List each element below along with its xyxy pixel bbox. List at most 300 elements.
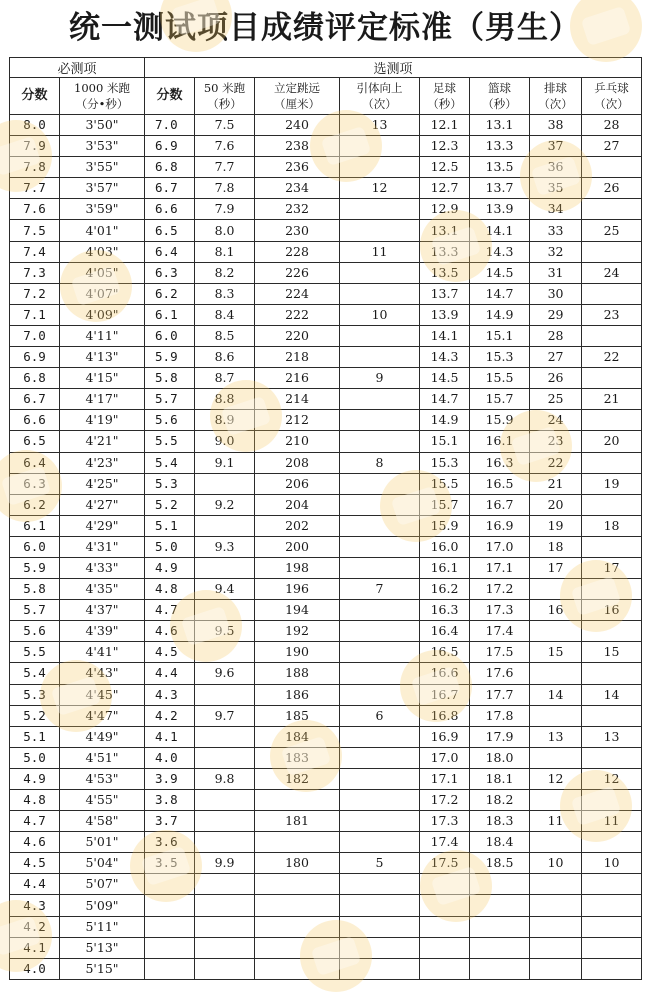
table-row xyxy=(10,389,642,410)
volleyball-cell xyxy=(530,747,582,768)
basketball-cell: 18.4 xyxy=(470,832,530,853)
table-row xyxy=(10,368,642,389)
volleyball-cell: 11 xyxy=(530,811,582,832)
score-cell: 4.7 xyxy=(10,811,60,832)
run50-cell xyxy=(195,832,255,853)
pingpong-cell xyxy=(582,705,642,726)
pingpong-cell xyxy=(582,747,642,768)
elective-score-cell: 6.0 xyxy=(145,325,195,346)
football-cell: 16.5 xyxy=(420,642,470,663)
basketball-cell: 14.7 xyxy=(470,283,530,304)
pullup-cell xyxy=(340,389,420,410)
volleyball-cell xyxy=(530,895,582,916)
long-jump-cell: 228 xyxy=(255,241,340,262)
score-cell: 6.2 xyxy=(10,494,60,515)
elective-score-cell: 4.5 xyxy=(145,642,195,663)
run1000-cell: 5'07" xyxy=(60,874,145,895)
elective-score-cell: 3.9 xyxy=(145,768,195,789)
basketball-cell: 13.3 xyxy=(470,136,530,157)
pingpong-cell xyxy=(582,916,642,937)
pullup-cell xyxy=(340,832,420,853)
pullup-cell xyxy=(340,790,420,811)
volleyball-cell: 35 xyxy=(530,178,582,199)
score-cell: 4.0 xyxy=(10,958,60,979)
elective-score-cell: 5.8 xyxy=(145,368,195,389)
score-cell: 6.5 xyxy=(10,431,60,452)
volleyball-cell: 28 xyxy=(530,325,582,346)
score-cell: 7.1 xyxy=(10,304,60,325)
elective-score-cell: 7.0 xyxy=(145,115,195,136)
run1000-cell: 4'27" xyxy=(60,494,145,515)
elective-score-cell xyxy=(145,958,195,979)
pingpong-cell xyxy=(582,895,642,916)
pingpong-cell: 13 xyxy=(582,726,642,747)
run50-cell xyxy=(195,642,255,663)
elective-score-cell: 6.2 xyxy=(145,283,195,304)
run50-cell: 8.8 xyxy=(195,389,255,410)
elective-score-cell: 5.9 xyxy=(145,347,195,368)
pullup-cell xyxy=(340,347,420,368)
long-jump-cell xyxy=(255,832,340,853)
pullup-cell: 5 xyxy=(340,853,420,874)
basketball-cell: 13.5 xyxy=(470,157,530,178)
table-row xyxy=(10,621,642,642)
basketball-cell: 18.3 xyxy=(470,811,530,832)
football-cell: 12.7 xyxy=(420,178,470,199)
football-cell xyxy=(420,916,470,937)
table-row xyxy=(10,304,642,325)
football-cell: 15.9 xyxy=(420,515,470,536)
pullup-cell xyxy=(340,325,420,346)
run50-cell: 7.6 xyxy=(195,136,255,157)
score-header: 分数 xyxy=(10,78,60,115)
run50-header-unit: （秒） xyxy=(207,97,242,111)
pullup-cell xyxy=(340,621,420,642)
pingpong-cell xyxy=(582,452,642,473)
pullup-cell: 7 xyxy=(340,579,420,600)
run1000-cell: 3'57" xyxy=(60,178,145,199)
pingpong-cell: 12 xyxy=(582,768,642,789)
basketball-cell: 17.8 xyxy=(470,705,530,726)
table-row xyxy=(10,916,642,937)
run1000-cell: 4'43" xyxy=(60,663,145,684)
run1000-cell: 4'03" xyxy=(60,241,145,262)
elective-score-cell: 5.6 xyxy=(145,410,195,431)
run1000-cell: 4'51" xyxy=(60,747,145,768)
pullup-cell xyxy=(340,283,420,304)
football-cell: 15.7 xyxy=(420,494,470,515)
elective-score-cell xyxy=(145,874,195,895)
run1000-cell: 4'13" xyxy=(60,347,145,368)
basketball-cell: 16.7 xyxy=(470,494,530,515)
elective-score-cell xyxy=(145,916,195,937)
basketball-cell: 13.1 xyxy=(470,115,530,136)
pingpong-cell xyxy=(582,937,642,958)
run1000-cell: 4'33" xyxy=(60,557,145,578)
long-jump-cell: 202 xyxy=(255,515,340,536)
long-jump-cell: 184 xyxy=(255,726,340,747)
long-jump-cell xyxy=(255,958,340,979)
pullup-cell xyxy=(340,262,420,283)
run1000-cell: 4'45" xyxy=(60,684,145,705)
score-cell: 4.8 xyxy=(10,790,60,811)
score-cell: 5.2 xyxy=(10,705,60,726)
pingpong-cell xyxy=(582,874,642,895)
basketball-cell: 16.3 xyxy=(470,452,530,473)
pullup-header xyxy=(340,78,420,115)
long-jump-cell: 194 xyxy=(255,600,340,621)
pullup-cell xyxy=(340,747,420,768)
elective-score-cell: 6.1 xyxy=(145,304,195,325)
pingpong-cell xyxy=(582,536,642,557)
football-cell: 16.8 xyxy=(420,705,470,726)
pullup-cell xyxy=(340,410,420,431)
elective-score-cell: 6.9 xyxy=(145,136,195,157)
long-jump-cell: 226 xyxy=(255,262,340,283)
run50-cell: 8.4 xyxy=(195,304,255,325)
volleyball-cell xyxy=(530,958,582,979)
table-row xyxy=(10,726,642,747)
table-row xyxy=(10,157,642,178)
elective-score-cell: 4.7 xyxy=(145,600,195,621)
long-jump-cell: 210 xyxy=(255,431,340,452)
pingpong-cell: 10 xyxy=(582,853,642,874)
run50-cell: 9.2 xyxy=(195,494,255,515)
run1000-cell: 4'25" xyxy=(60,473,145,494)
run50-cell: 8.1 xyxy=(195,241,255,262)
long-jump-cell: 190 xyxy=(255,642,340,663)
pingpong-cell: 28 xyxy=(582,115,642,136)
football-cell xyxy=(420,937,470,958)
volleyball-cell xyxy=(530,790,582,811)
table-row xyxy=(10,937,642,958)
table-row xyxy=(10,241,642,262)
basketball-cell: 13.7 xyxy=(470,178,530,199)
table-row xyxy=(10,579,642,600)
pullup-cell xyxy=(340,916,420,937)
football-cell: 17.0 xyxy=(420,747,470,768)
football-cell: 14.5 xyxy=(420,368,470,389)
football-cell: 14.3 xyxy=(420,347,470,368)
long-jump-cell: 236 xyxy=(255,157,340,178)
score-cell: 5.9 xyxy=(10,557,60,578)
table-row xyxy=(10,262,642,283)
run1000-cell: 5'15" xyxy=(60,958,145,979)
long-jump-cell: 224 xyxy=(255,283,340,304)
volleyball-cell: 12 xyxy=(530,768,582,789)
pullup-cell xyxy=(340,663,420,684)
long-jump-cell: 196 xyxy=(255,579,340,600)
pullup-cell: 9 xyxy=(340,368,420,389)
score-cell: 6.7 xyxy=(10,389,60,410)
run1000-cell: 3'53" xyxy=(60,136,145,157)
run50-cell: 7.9 xyxy=(195,199,255,220)
run1000-cell: 4'17" xyxy=(60,389,145,410)
run50-cell: 9.8 xyxy=(195,768,255,789)
pingpong-cell: 14 xyxy=(582,684,642,705)
run1000-cell: 3'55" xyxy=(60,157,145,178)
run1000-cell: 4'19" xyxy=(60,410,145,431)
score-cell: 7.5 xyxy=(10,220,60,241)
long-jump-cell: 188 xyxy=(255,663,340,684)
football-cell: 16.1 xyxy=(420,557,470,578)
run50-cell xyxy=(195,726,255,747)
volleyball-cell xyxy=(530,937,582,958)
long-jump-cell: 240 xyxy=(255,115,340,136)
football-cell: 16.3 xyxy=(420,600,470,621)
group-header-row xyxy=(10,58,642,78)
football-cell: 13.1 xyxy=(420,220,470,241)
run1000-cell: 4'47" xyxy=(60,705,145,726)
run50-header-name: 50 米跑 xyxy=(203,81,246,95)
volleyball-cell: 15 xyxy=(530,642,582,663)
elective-score-cell: 4.4 xyxy=(145,663,195,684)
volleyball-cell xyxy=(530,621,582,642)
football-cell: 13.3 xyxy=(420,241,470,262)
long-jump-cell: 218 xyxy=(255,347,340,368)
basketball-cell: 17.3 xyxy=(470,600,530,621)
pingpong-cell xyxy=(582,579,642,600)
pingpong-cell: 27 xyxy=(582,136,642,157)
score-cell: 4.5 xyxy=(10,853,60,874)
volleyball-cell: 33 xyxy=(530,220,582,241)
score-cell: 5.4 xyxy=(10,663,60,684)
elective-score-cell: 4.6 xyxy=(145,621,195,642)
basketball-cell: 17.6 xyxy=(470,663,530,684)
volleyball-cell: 29 xyxy=(530,304,582,325)
run50-cell xyxy=(195,895,255,916)
run50-cell xyxy=(195,473,255,494)
long-jump-cell: 234 xyxy=(255,178,340,199)
table-row xyxy=(10,895,642,916)
run50-cell xyxy=(195,684,255,705)
basketball-cell: 16.9 xyxy=(470,515,530,536)
long-jump-cell xyxy=(255,916,340,937)
elective-score-cell: 6.5 xyxy=(145,220,195,241)
volleyball-header xyxy=(530,78,582,115)
run50-cell: 8.2 xyxy=(195,262,255,283)
score-cell: 6.3 xyxy=(10,473,60,494)
score-cell: 7.2 xyxy=(10,283,60,304)
column-header-row xyxy=(10,78,642,115)
basketball-cell: 17.2 xyxy=(470,579,530,600)
long-jump-cell: 214 xyxy=(255,389,340,410)
run50-cell xyxy=(195,874,255,895)
elective-group-header: 选测项 xyxy=(145,58,642,78)
football-cell: 17.1 xyxy=(420,768,470,789)
run1000-cell: 5'04" xyxy=(60,853,145,874)
table-row xyxy=(10,536,642,557)
volleyball-cell: 25 xyxy=(530,389,582,410)
elective-score-cell: 5.5 xyxy=(145,431,195,452)
pingpong-cell: 15 xyxy=(582,642,642,663)
pullup-cell xyxy=(340,557,420,578)
run50-cell: 9.1 xyxy=(195,452,255,473)
basketball-cell: 14.5 xyxy=(470,262,530,283)
pingpong-cell xyxy=(582,199,642,220)
score-cell: 6.6 xyxy=(10,410,60,431)
table-row xyxy=(10,136,642,157)
pingpong-header-name: 乒乓球 xyxy=(594,81,629,95)
football-cell: 13.9 xyxy=(420,304,470,325)
run50-cell xyxy=(195,747,255,768)
run50-cell xyxy=(195,790,255,811)
basketball-cell: 15.7 xyxy=(470,389,530,410)
pingpong-cell xyxy=(582,663,642,684)
run50-cell xyxy=(195,557,255,578)
score-cell: 7.6 xyxy=(10,199,60,220)
long-jump-cell: 186 xyxy=(255,684,340,705)
basketball-cell xyxy=(470,958,530,979)
elective-score-cell: 4.1 xyxy=(145,726,195,747)
table-row xyxy=(10,790,642,811)
table-row xyxy=(10,832,642,853)
pullup-cell: 13 xyxy=(340,115,420,136)
score-cell: 5.0 xyxy=(10,747,60,768)
volleyball-cell xyxy=(530,916,582,937)
volleyball-header-unit: （次） xyxy=(538,97,573,111)
run1000-cell: 4'53" xyxy=(60,768,145,789)
score-cell: 7.7 xyxy=(10,178,60,199)
long-jump-cell: 232 xyxy=(255,199,340,220)
run50-cell: 8.5 xyxy=(195,325,255,346)
football-cell: 16.0 xyxy=(420,536,470,557)
pingpong-cell: 21 xyxy=(582,389,642,410)
football-cell: 16.2 xyxy=(420,579,470,600)
basketball-cell: 15.5 xyxy=(470,368,530,389)
football-header xyxy=(420,78,470,115)
long-jump-cell: 198 xyxy=(255,557,340,578)
basketball-cell: 14.1 xyxy=(470,220,530,241)
pingpong-cell: 17 xyxy=(582,557,642,578)
pingpong-cell: 26 xyxy=(582,178,642,199)
score-cell: 4.6 xyxy=(10,832,60,853)
volleyball-cell: 13 xyxy=(530,726,582,747)
pingpong-cell xyxy=(582,325,642,346)
run1000-cell: 4'35" xyxy=(60,579,145,600)
volleyball-cell: 37 xyxy=(530,136,582,157)
score-cell: 6.1 xyxy=(10,515,60,536)
long-jump-cell: 222 xyxy=(255,304,340,325)
table-row xyxy=(10,494,642,515)
pingpong-cell xyxy=(582,790,642,811)
volleyball-cell xyxy=(530,579,582,600)
run1000-cell: 5'01" xyxy=(60,832,145,853)
run50-cell xyxy=(195,811,255,832)
basketball-cell: 18.5 xyxy=(470,853,530,874)
pullup-cell xyxy=(340,220,420,241)
run1000-cell: 4'29" xyxy=(60,515,145,536)
score-cell: 7.9 xyxy=(10,136,60,157)
table-row xyxy=(10,747,642,768)
elective-score-cell: 5.1 xyxy=(145,515,195,536)
score-cell: 4.3 xyxy=(10,895,60,916)
volleyball-cell: 18 xyxy=(530,536,582,557)
pingpong-cell xyxy=(582,958,642,979)
basketball-cell: 16.1 xyxy=(470,431,530,452)
table-row xyxy=(10,853,642,874)
long-jump-cell: 216 xyxy=(255,368,340,389)
volleyball-cell: 38 xyxy=(530,115,582,136)
table-row xyxy=(10,115,642,136)
volleyball-header-name: 排球 xyxy=(544,81,568,95)
basketball-cell xyxy=(470,895,530,916)
pullup-cell xyxy=(340,473,420,494)
run50-cell xyxy=(195,937,255,958)
football-header-unit: （秒） xyxy=(427,97,462,111)
pullup-cell xyxy=(340,157,420,178)
basketball-cell: 18.1 xyxy=(470,768,530,789)
run50-cell: 9.6 xyxy=(195,663,255,684)
volleyball-cell: 27 xyxy=(530,347,582,368)
table-row xyxy=(10,705,642,726)
run50-cell xyxy=(195,515,255,536)
score-cell: 7.3 xyxy=(10,262,60,283)
volleyball-cell: 17 xyxy=(530,557,582,578)
table-row xyxy=(10,768,642,789)
pullup-cell xyxy=(340,515,420,536)
football-cell: 15.3 xyxy=(420,452,470,473)
run50-cell: 9.0 xyxy=(195,431,255,452)
pingpong-cell xyxy=(582,241,642,262)
pullup-cell: 8 xyxy=(340,452,420,473)
long-jump-cell xyxy=(255,874,340,895)
elective-score-cell: 6.6 xyxy=(145,199,195,220)
run1000-cell: 5'13" xyxy=(60,937,145,958)
score-cell: 6.9 xyxy=(10,347,60,368)
elective-score-cell: 6.4 xyxy=(145,241,195,262)
run50-cell: 7.5 xyxy=(195,115,255,136)
required-group-header: 必测项 xyxy=(10,58,145,78)
football-cell: 14.1 xyxy=(420,325,470,346)
score-cell: 6.4 xyxy=(10,452,60,473)
run1000-header-unit: （分•秒） xyxy=(75,97,129,111)
score-cell: 7.0 xyxy=(10,325,60,346)
run1000-cell: 3'59" xyxy=(60,199,145,220)
table-row xyxy=(10,600,642,621)
volleyball-cell: 19 xyxy=(530,515,582,536)
elective-score-cell: 5.3 xyxy=(145,473,195,494)
run1000-cell: 4'37" xyxy=(60,600,145,621)
basketball-cell: 15.9 xyxy=(470,410,530,431)
score-rows xyxy=(10,115,642,980)
long-jump-cell xyxy=(255,937,340,958)
basketball-header xyxy=(470,78,530,115)
football-cell: 16.6 xyxy=(420,663,470,684)
score-cell: 5.6 xyxy=(10,621,60,642)
elective-score-cell: 3.5 xyxy=(145,853,195,874)
pullup-cell xyxy=(340,536,420,557)
run1000-cell: 4'39" xyxy=(60,621,145,642)
volleyball-cell: 20 xyxy=(530,494,582,515)
volleyball-cell: 21 xyxy=(530,473,582,494)
long-jump-cell: 230 xyxy=(255,220,340,241)
pullup-cell: 12 xyxy=(340,178,420,199)
basketball-cell: 17.1 xyxy=(470,557,530,578)
football-cell: 15.1 xyxy=(420,431,470,452)
football-cell: 13.5 xyxy=(420,262,470,283)
table-row xyxy=(10,811,642,832)
run50-cell: 8.6 xyxy=(195,347,255,368)
football-header-name: 足球 xyxy=(433,81,457,95)
pingpong-cell xyxy=(582,832,642,853)
pullup-cell xyxy=(340,874,420,895)
long-jump-cell: 192 xyxy=(255,621,340,642)
run50-cell: 7.7 xyxy=(195,157,255,178)
football-cell: 15.5 xyxy=(420,473,470,494)
football-cell: 12.1 xyxy=(420,115,470,136)
pingpong-cell: 20 xyxy=(582,431,642,452)
